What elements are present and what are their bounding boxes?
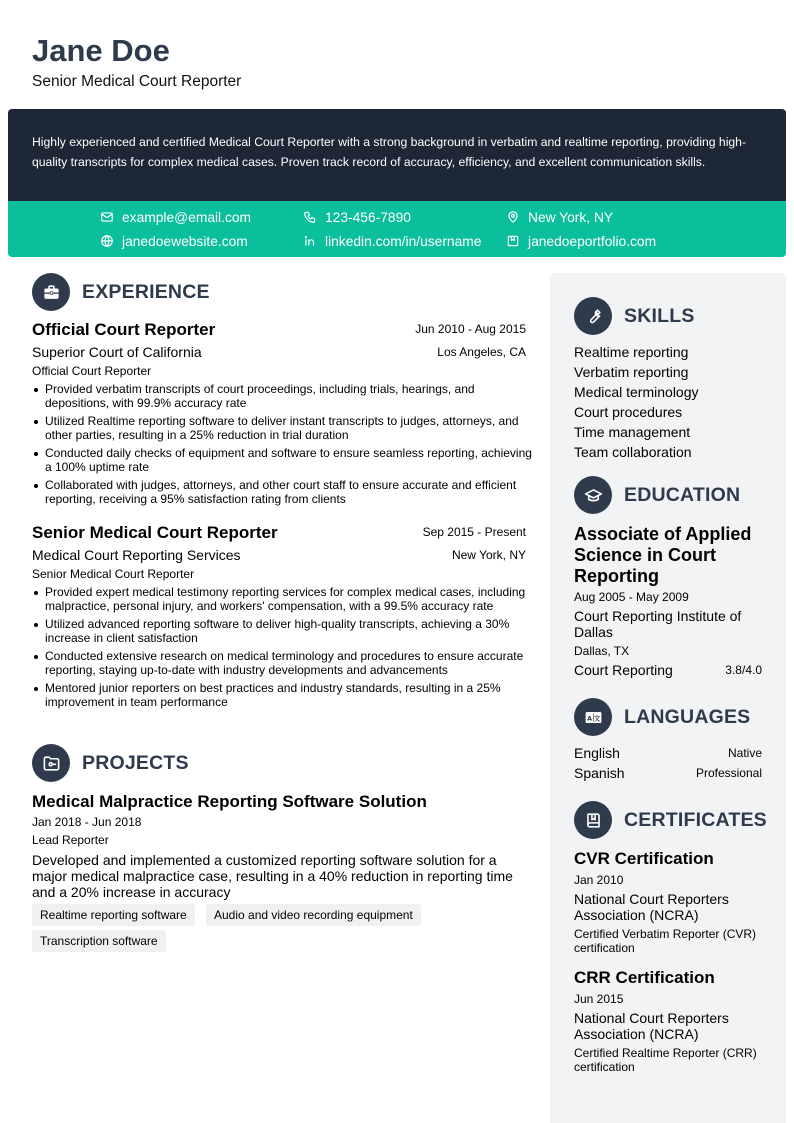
job-bullet: Conducted daily checks of equipment and software to ensure seamless reporting, achieving a 100% uptime rate (32, 446, 532, 474)
experience-section-header (32, 273, 210, 311)
certificates-section-header (574, 801, 767, 839)
job-location: Los Angeles, CA (437, 345, 526, 359)
job-title: Senior Medical Court Reporter (32, 523, 278, 542)
job-bullet: Collaborated with judges, attorneys, and other court staff to ensure accurate and efficient reporting, receiving a 95% satisfaction rating from clients (32, 478, 532, 506)
job-bullet: Utilized advanced reporting software to deliver high-quality transcripts, achieving a 30% increase in client satisfaction (32, 617, 532, 645)
summary-box (8, 109, 786, 201)
svg-text:A: A (586, 715, 592, 723)
job-role: Senior Medical Court Reporter (32, 567, 195, 581)
skills-badge (574, 297, 612, 335)
svg-text:文: 文 (593, 715, 600, 723)
education-location: Dallas, TX (574, 644, 630, 658)
language-level: Professional (695, 766, 762, 780)
portfolio-icon (506, 234, 520, 248)
project-tag: Audio and video recording equipment (206, 904, 421, 926)
certificates-heading: CERTIFICATES (624, 808, 767, 831)
language-name: Spanish (574, 765, 625, 781)
projects-heading: PROJECTS (82, 751, 189, 774)
project-role: Lead Reporter (32, 833, 109, 847)
contact-phone[interactable] (303, 207, 411, 227)
job-bullet: Provided verbatim transcripts of court proceedings, including trials, hearings, and depositions, with 99.9% accuracy rate (32, 382, 532, 410)
contact-website-text: janedoewebsite.com (122, 233, 248, 249)
education-section-header (574, 476, 740, 514)
project-tag: Realtime reporting software (32, 904, 195, 926)
person-name: Jane Doe (32, 33, 170, 68)
education-field: Court Reporting (574, 662, 673, 678)
certificate-name: CRR Certification (574, 968, 715, 987)
projects-badge (32, 744, 70, 782)
languages-badge (574, 698, 612, 736)
education-school: Court Reporting Institute of Dallas (574, 608, 742, 640)
job-bullets (32, 585, 532, 713)
education-degree: Associate of Applied Science in Court Reporting (574, 524, 752, 586)
book-icon (584, 811, 603, 830)
certificate-issuer: National Court Reporters Association (NCRA) (574, 891, 729, 923)
experience-badge (32, 273, 70, 311)
phone-icon (303, 210, 317, 224)
education-dates: Aug 2005 - May 2009 (574, 590, 689, 604)
education-gpa: 3.8/4.0 (725, 663, 762, 677)
job-bullets (32, 382, 532, 510)
skill-item: Medical terminology (574, 384, 699, 400)
certificate-issuer: National Court Reporters Association (NCRA) (574, 1010, 729, 1042)
certificates-badge (574, 801, 612, 839)
resume-header (32, 32, 241, 91)
certificate-description: Certified Verbatim Reporter (CVR) certification (574, 927, 757, 955)
job-role: Official Court Reporter (32, 364, 152, 378)
skill-item: Court procedures (574, 404, 683, 420)
language-name: English (574, 745, 620, 761)
certificate-name: CVR Certification (574, 849, 714, 868)
job-bullet: Utilized Realtime reporting software to deliver instant transcripts to judges, attorneys, and other parties, resulting in a 25% reduction in trial duration (32, 414, 532, 442)
skill-item: Verbatim reporting (574, 364, 689, 380)
skill-item: Team collaboration (574, 444, 692, 460)
job-location: New York, NY (451, 548, 526, 562)
summary-text: Highly experienced and certified Medical Court Reporter with a strong background in verbatim and realtime reporting, providing high-quality transcripts for complex medical cases. Proven track record of accuracy, efficiency, and excellent communication skills. (32, 135, 747, 169)
job-bullet: Mentored junior reporters on best practices and industry standards, resulting in a 25% improvement in team performance (32, 681, 532, 709)
contact-portfolio[interactable] (506, 231, 656, 251)
project-description: Developed and implemented a customized reporting software solution for a major medical malpractice case, resulting in a 40% reduction in reporting time and a 20% increase in accuracy (32, 852, 513, 900)
job-title: Official Court Reporter (32, 320, 216, 339)
folder-icon (42, 754, 61, 773)
map-pin-icon (506, 210, 520, 224)
contact-email[interactable] (100, 207, 251, 227)
skills-section-header (574, 297, 695, 335)
language-level: Native (727, 746, 762, 760)
job-bullet: Conducted extensive research on medical terminology and procedures to ensure accurate reporting, staying up-to-date with industry developments and advancements (32, 649, 532, 677)
languages-heading: LANGUAGES (624, 705, 751, 728)
certificate-date: Jun 2015 (574, 992, 624, 1006)
contact-website[interactable] (100, 231, 248, 251)
contact-bar (8, 201, 786, 257)
job-dates: Jun 2010 - Aug 2015 (415, 322, 526, 336)
linkedin-icon (303, 234, 317, 248)
certificate-description: Certified Realtime Reporter (CRR) certification (574, 1046, 757, 1074)
skill-item: Realtime reporting (574, 344, 689, 360)
education-heading: EDUCATION (624, 483, 741, 506)
mail-icon (100, 210, 114, 224)
job-dates: Sep 2015 - Present (422, 525, 526, 539)
wrench-icon (584, 307, 603, 326)
project-tag: Transcription software (32, 930, 166, 952)
projects-section-header (32, 744, 189, 782)
graduation-cap-icon (584, 486, 603, 505)
contact-location-text: New York, NY (528, 209, 614, 225)
person-title: Senior Medical Court Reporter (32, 73, 242, 90)
globe-icon (100, 234, 114, 248)
contact-linkedin-text: linkedin.com/in/username (325, 233, 482, 249)
briefcase-icon (42, 283, 61, 302)
project-title: Medical Malpractice Reporting Software Solution (32, 792, 427, 811)
job-company: Superior Court of California (32, 344, 202, 360)
experience-heading: EXPERIENCE (82, 280, 210, 303)
contact-portfolio-text: janedoeportfolio.com (528, 233, 657, 249)
contact-linkedin[interactable] (303, 231, 481, 251)
skill-item: Time management (574, 424, 691, 440)
contact-email-text: example@email.com (122, 209, 252, 225)
job-company: Medical Court Reporting Services (32, 547, 241, 563)
job-bullet: Provided expert medical testimony reporting services for complex medical cases, including malpractice, personal injury, and workers' compensation, with a 99.5% accuracy rate (32, 585, 532, 613)
education-badge (574, 476, 612, 514)
skills-heading: SKILLS (624, 304, 695, 327)
certificate-date: Jan 2010 (574, 873, 624, 887)
project-dates: Jan 2018 - Jun 2018 (32, 815, 142, 829)
contact-location (506, 207, 613, 227)
translate-icon (584, 708, 603, 727)
languages-section-header (574, 698, 750, 736)
contact-phone-text: 123-456-7890 (325, 209, 411, 225)
